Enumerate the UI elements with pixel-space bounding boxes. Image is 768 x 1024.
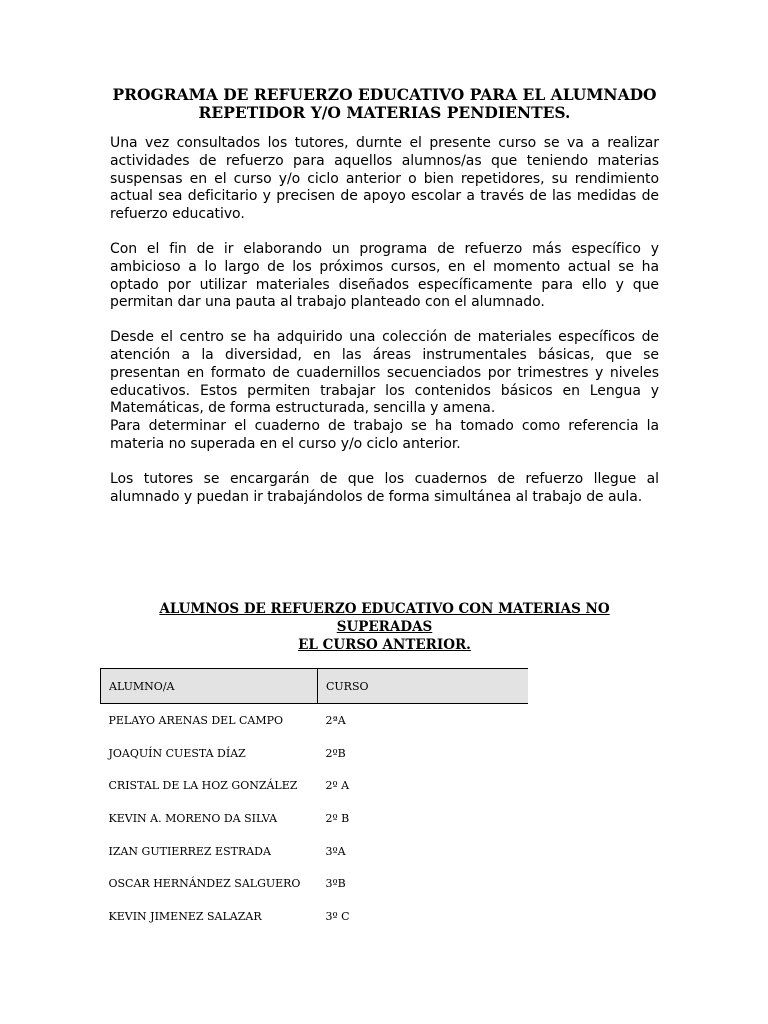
student-name: OSCAR HERNÁNDEZ SALGUERO: [108, 877, 301, 891]
students-table: [100, 668, 528, 933]
student-course: 2ºB: [325, 746, 346, 760]
student-name: PELAYO ARENAS DEL CAMPO: [108, 713, 284, 727]
paragraph-tutors: Los tutores se encargarán de que los cuadernos de refuerzo llegue al alumnado y puedan ir trabajándolos de forma simultánea al trabajo de aula.: [110, 470, 659, 505]
students-section-title: [110, 600, 659, 654]
student-course: 2º B: [325, 811, 350, 825]
document-title: [110, 86, 659, 122]
document-page: [108, 85, 659, 923]
header-alumno: ALUMNO/A: [101, 669, 318, 704]
student-course: 3º C: [325, 909, 350, 923]
student-name: IZAN GUTIERREZ ESTRADA: [108, 844, 271, 858]
table-row: [101, 737, 529, 770]
student-course: 2º A: [325, 779, 350, 793]
table-row: [101, 802, 529, 835]
students-section-title-line-2: EL CURSO ANTERIOR.: [298, 637, 471, 653]
table-row: [101, 769, 529, 802]
table-row: [101, 900, 529, 933]
student-course: 3ºB: [325, 877, 346, 891]
student-name: KEVIN A. MORENO DA SILVA: [108, 811, 278, 825]
students-section-title-line-1: ALUMNOS DE REFUERZO EDUCATIVO CON MATERIAS NO SUPERADAS: [159, 601, 610, 635]
table-row: [101, 867, 529, 900]
table-row: [101, 704, 529, 737]
student-name: JOAQUÍN CUESTA DÍAZ: [108, 746, 246, 760]
document-title-line-1: PROGRAMA DE REFUERZO EDUCATIVO PARA EL ALUMNADO: [112, 85, 657, 104]
paragraph-materials: Desde el centro se ha adquirido una colección de materiales específicos de atención a la diversidad, en las áreas instrumentales básicas, que se presentan en formato de cuadernillos secuenciados por trimestres y niveles educativos. Estos permiten trabajar los contenidos básicos en Lengua y Matemáticas, de forma estructurada, sencilla y amena.: [110, 329, 659, 417]
document-title-line-2: REPETIDOR Y/O MATERIAS PENDIENTES.: [198, 103, 571, 122]
paragraph-program: Con el fin de ir elaborando un programa de refuerzo más específico y ambicioso a lo largo de los próximos cursos, en el momento actual se ha optado por utilizar materiales diseñados específicamente para ello y que permitan dar una pauta al trabajo planteado con el alumnado.: [110, 240, 659, 311]
student-name: CRISTAL DE LA HOZ GONZÁLEZ: [108, 779, 298, 793]
student-course: 3ºA: [325, 844, 346, 858]
paragraph-workbook: Para determinar el cuaderno de trabajo se ha tomado como referencia la materia no superada en el curso y/o ciclo anterior.: [110, 418, 659, 452]
header-curso: CURSO: [318, 669, 529, 704]
table-row: [101, 835, 529, 868]
student-name: KEVIN JIMENEZ SALAZAR: [108, 909, 262, 923]
paragraph-intro: Una vez consultados los tutores, durnte el presente curso se va a realizar actividades de refuerzo para aquellos alumnos/as que teniendo materias suspensas en el curso y/o ciclo anterior o bien repetidores, su rendimiento actual sea deficitario y precisen de apoyo escolar a través de las medidas de refuerzo educativo.: [110, 135, 659, 223]
table-header-row: [101, 669, 529, 704]
student-course: 2ªA: [325, 713, 346, 727]
